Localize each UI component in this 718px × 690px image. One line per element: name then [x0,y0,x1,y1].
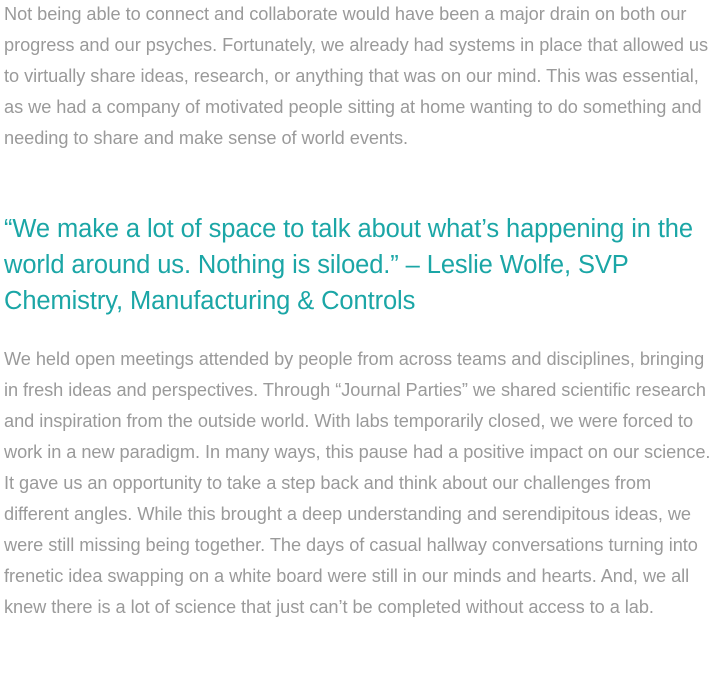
article-paragraph-open-meetings: We held open meetings attended by people from across teams and disciplines, bringing in fresh ideas and perspectives. Through “Journal Parties” we shared scientific research and inspiration from the outside world. With labs temporarily closed, we were forced to work in a new paradigm. In many ways, this pause had a positive impact on our science. It gave us an opportunity to take a step back and think about our challenges from different angles. While this brought a deep understanding and serendipitous ideas, we were still missing being together. The days of casual hallway conversations turning into frenetic idea swapping on a white board were still in our minds and hearts. And, we all knew there is a lot of science that just can’t be completed without access to a lab. [4,349,711,617]
article-paragraph-connect-collaborate: Not being able to connect and collaborate would have been a major drain on both our progress and our psyches. Fortunately, we already had systems in place that allowed us to virtually share ideas, research, or anything that was on our mind. This was essential, as we had a company of motivated people sitting at home wanting to do something and needing to share and make sense of world events. [4,4,709,148]
pull-quote: “We make a lot of space to talk about what’s happening in the world around us. Nothing is siloed.” – Leslie Wolfe, SVP Chemistry, Manufacturing & Controls [4,215,693,315]
